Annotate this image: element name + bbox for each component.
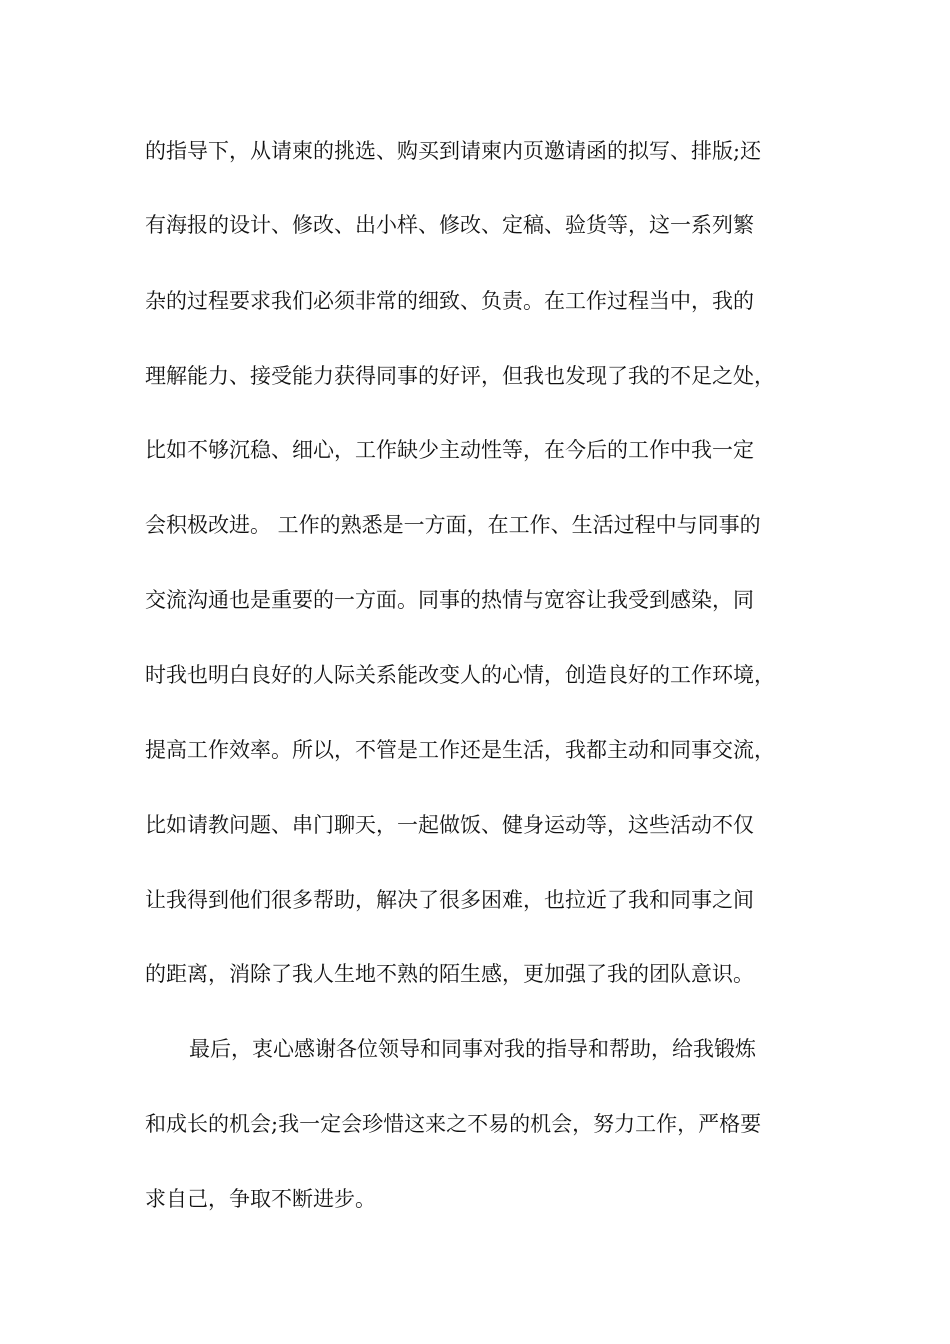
text-line: 和成长的机会;我一定会珍惜这来之不易的机会，努力工作，严格要 xyxy=(145,1112,762,1136)
text-line: 会积极改进。 工作的熟悉是一方面，在工作、生活过程中与同事的 xyxy=(145,513,761,537)
text-line: 的指导下，从请柬的挑选、购买到请柬内页邀请函的拟写、排版;还 xyxy=(145,139,762,163)
paragraph-first-line: 最后，衷心感谢各位领导和同事对我的指导和帮助，给我锻炼 xyxy=(189,1037,756,1061)
text-line: 有海报的设计、修改、出小样、修改、定稿、验货等，这一系列繁 xyxy=(145,213,754,237)
text-line: 比如请教问题、串门聊天，一起做饭、健身运动等，这些活动不仅 xyxy=(145,813,754,837)
text-line: 时我也明白良好的人际关系能改变人的心情，创造良好的工作环境， xyxy=(145,663,775,687)
text-line: 比如不够沉稳、细心，工作缺少主动性等，在今后的工作中我一定 xyxy=(145,438,754,462)
text-line: 理解能力、接受能力获得同事的好评，但我也发现了我的不足之处， xyxy=(145,364,775,388)
text-line: 求自己，争取不断进步。 xyxy=(145,1187,376,1211)
text-line: 提高工作效率。所以，不管是工作还是生活，我都主动和同事交流， xyxy=(145,738,775,762)
text-line: 的距离，消除了我人生地不熟的陌生感，更加强了我的团队意识。 xyxy=(145,962,754,986)
text-line: 让我得到他们很多帮助，解决了很多困难，也拉近了我和同事之间 xyxy=(145,888,754,912)
text-line: 交流沟通也是重要的一方面。同事的热情与宽容让我受到感染，同 xyxy=(145,588,754,612)
text-line: 杂的过程要求我们必须非常的细致、负责。在工作过程当中，我的 xyxy=(145,289,754,313)
